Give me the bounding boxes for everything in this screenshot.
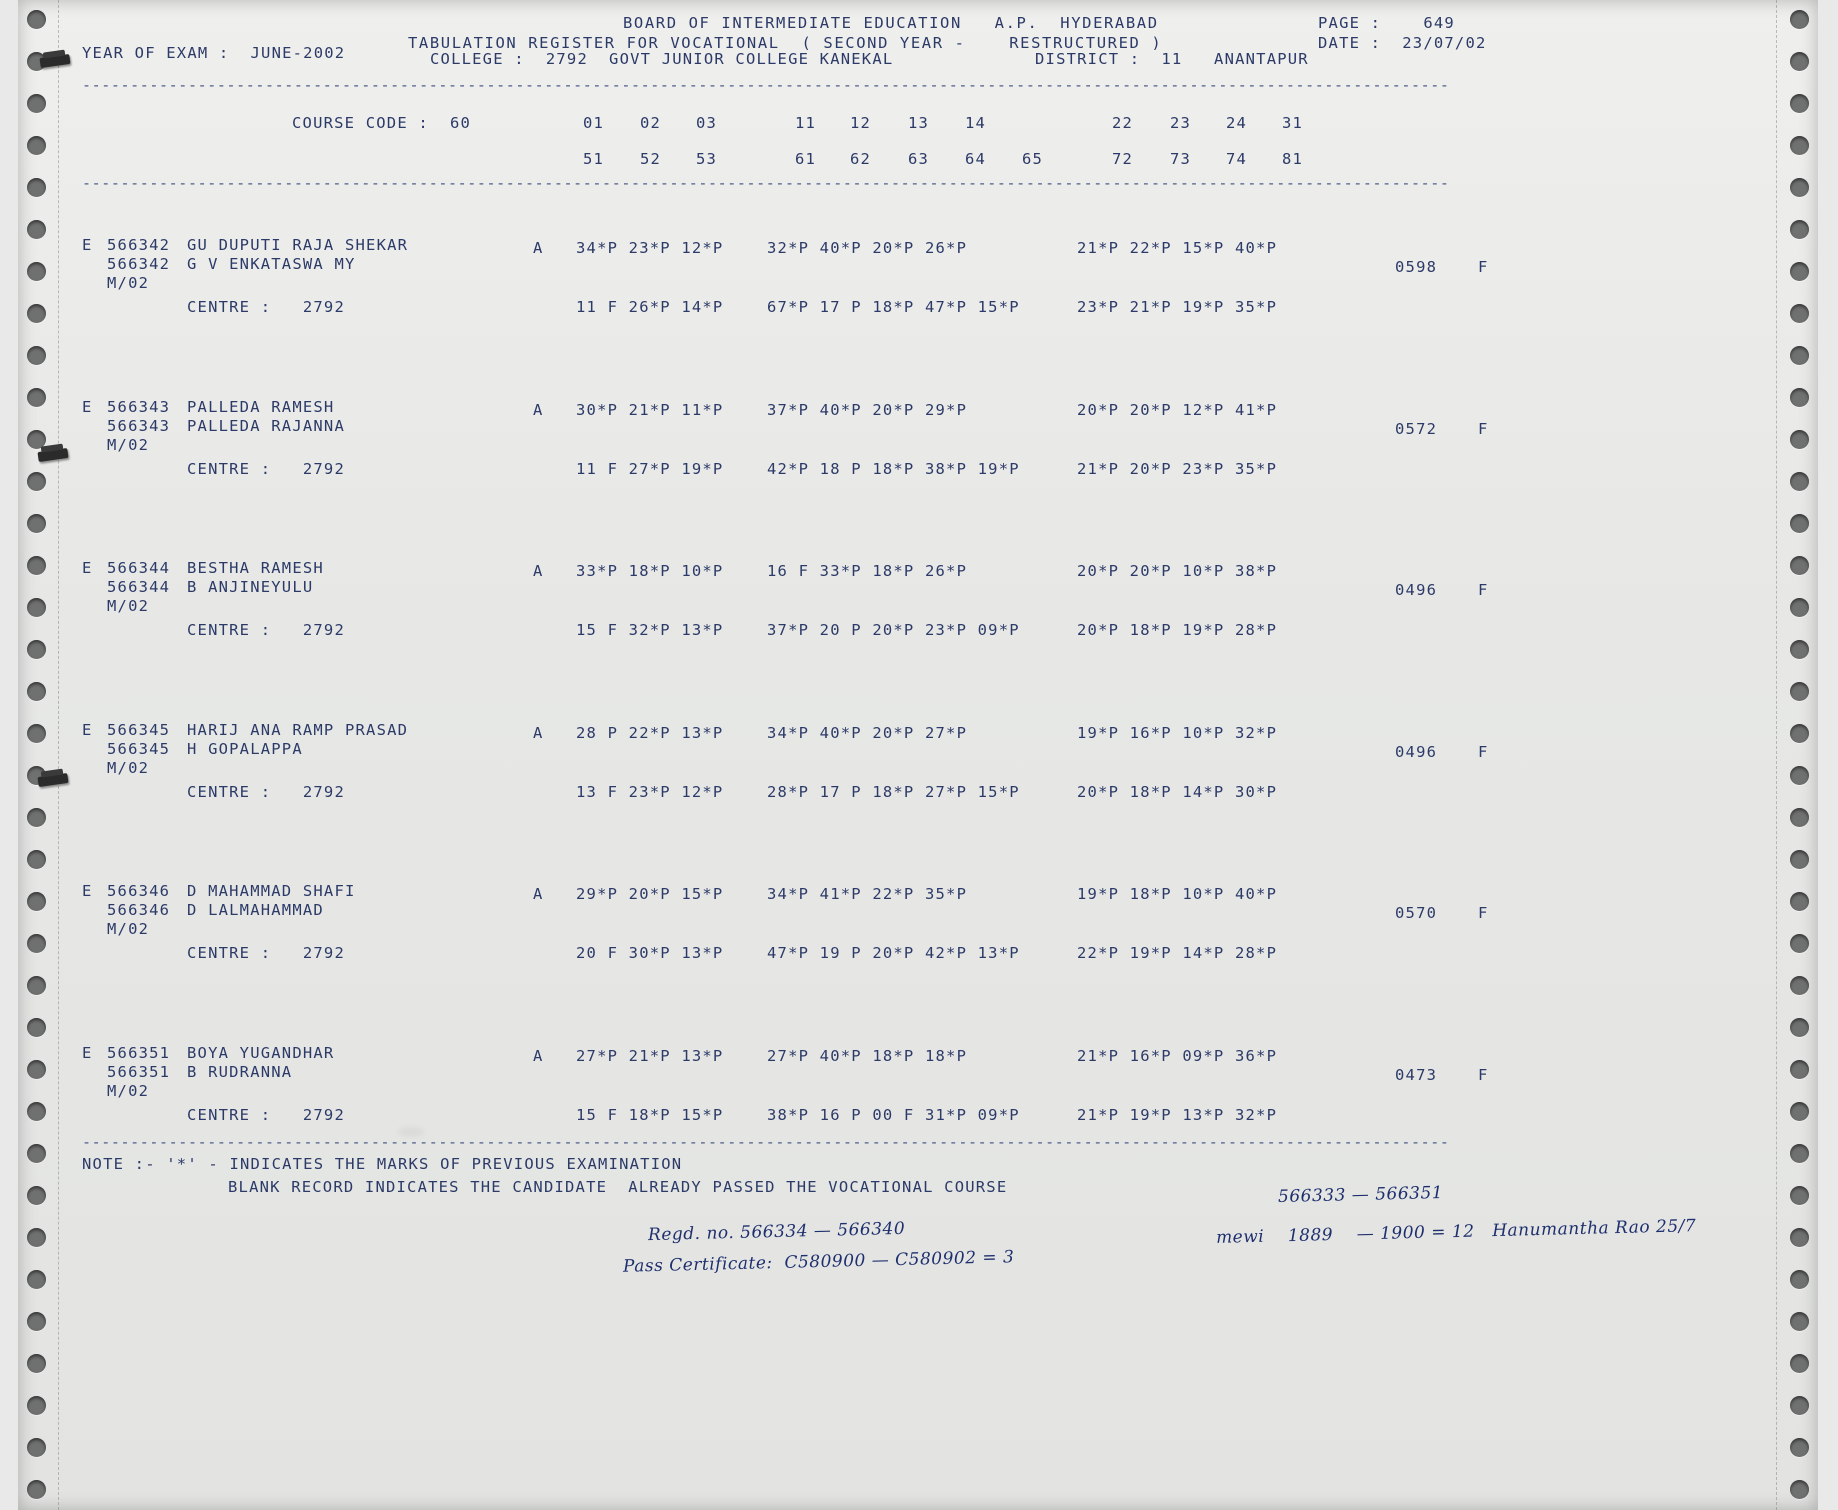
feed-hole	[27, 892, 46, 911]
centre-label: CENTRE : 2792	[187, 298, 345, 316]
subject-code-52: 52	[640, 150, 662, 168]
subject-code-13: 13	[908, 114, 930, 132]
marks-row1-group1: 34*P 23*P 12*P	[576, 239, 724, 257]
feed-hole	[27, 724, 46, 743]
sex-month: M/02	[107, 274, 150, 292]
centre-label: CENTRE : 2792	[187, 944, 345, 962]
feed-hole	[1790, 1270, 1809, 1289]
feed-hole	[27, 1312, 46, 1331]
feed-hole	[27, 808, 46, 827]
subject-code-72: 72	[1112, 150, 1134, 168]
year-of-exam: YEAR OF EXAM : JUNE-2002	[82, 44, 346, 62]
candidate-name: PALLEDA RAMESH	[187, 397, 335, 416]
result-status: F	[1478, 258, 1489, 276]
registration-number-repeat: 566351	[107, 1062, 171, 1081]
feed-hole	[27, 1228, 46, 1247]
registration-number: 566346	[107, 882, 171, 900]
marks-row1-group2: 32*P 40*P 20*P 26*P	[767, 239, 968, 257]
feed-hole	[1790, 1060, 1809, 1079]
feed-hole	[27, 1438, 46, 1457]
subject-code-63: 63	[908, 150, 930, 168]
feed-hole	[1790, 1312, 1809, 1331]
feed-hole	[27, 1270, 46, 1289]
marks-row1-group1: 30*P 21*P 11*P	[576, 400, 724, 419]
feed-hole	[1790, 388, 1809, 407]
candidate-name: D MAHAMMAD SHAFI	[187, 882, 356, 900]
marks-row2-group2: 38*P 16 P 00 F 31*P 09*P	[767, 1105, 1020, 1124]
candidate-name: GU DUPUTI RAJA SHEKAR	[187, 236, 409, 254]
feed-hole	[27, 640, 46, 659]
father-name: H GOPALAPPA	[187, 739, 303, 758]
feed-hole	[1790, 556, 1809, 575]
divider-bottom: ----------------------------------------------------------------------------------------------------------------------------------------------	[82, 1133, 1450, 1151]
marks-row2-group3: 23*P 21*P 19*P 35*P	[1077, 298, 1278, 316]
board-title: BOARD OF INTERMEDIATE EDUCATION A.P. HYDERABAD	[623, 14, 1159, 32]
feed-hole	[1790, 178, 1809, 197]
marks-row2-group1: 13 F 23*P 12*P	[576, 782, 724, 801]
subject-code-53: 53	[696, 150, 718, 168]
divider-course: ----------------------------------------------------------------------------------------------------------------------------------------------	[82, 174, 1450, 192]
feed-hole	[1790, 1102, 1809, 1121]
subject-code-62: 62	[850, 150, 872, 168]
tabulation-register-paper	[18, 0, 1818, 1510]
subject-code-02: 02	[640, 114, 662, 132]
course-code-label: COURSE CODE : 60	[292, 114, 472, 132]
feed-hole	[27, 472, 46, 491]
subject-code-73: 73	[1170, 150, 1192, 168]
marks-row1-group1: 27*P 21*P 13*P	[576, 1046, 724, 1065]
feed-hole	[1790, 10, 1809, 29]
marks-row1-group1: 33*P 18*P 10*P	[576, 562, 724, 580]
subject-code-64: 64	[965, 150, 987, 168]
feed-hole	[27, 976, 46, 995]
marks-row2-group2: 28*P 17 P 18*P 27*P 15*P	[767, 782, 1020, 801]
candidate-name: HARIJ ANA RAMP PRASAD	[187, 720, 409, 739]
handwritten-note: mewi 1889 — 1900 = 12 Hanumantha Rao 25/7	[1215, 1216, 1697, 1248]
feed-hole	[1790, 1144, 1809, 1163]
marks-row1-group3: 20*P 20*P 12*P 41*P	[1077, 400, 1278, 419]
print-date: DATE : 23/07/02	[1318, 34, 1487, 52]
marks-row2-group2: 67*P 17 P 18*P 47*P 15*P	[767, 298, 1020, 316]
sex-month: M/02	[107, 1081, 150, 1100]
result-status: F	[1478, 904, 1489, 922]
record-prefix: E	[82, 397, 93, 416]
father-name: B RUDRANNA	[187, 1062, 293, 1081]
feed-hole	[1790, 52, 1809, 71]
centre-label: CENTRE : 2792	[187, 621, 345, 639]
result-status: F	[1478, 419, 1489, 438]
sex-month: M/02	[107, 435, 150, 454]
feed-hole	[1790, 808, 1809, 827]
registration-number-repeat: 566344	[107, 578, 171, 596]
feed-hole	[1790, 514, 1809, 533]
sex-month: M/02	[107, 920, 150, 938]
handwritten-note: Regd. no. 566334 — 566340	[647, 1218, 906, 1246]
sex-month: M/02	[107, 597, 150, 615]
candidate-name: BESTHA RAMESH	[187, 559, 324, 577]
marks-row2-group1: 15 F 18*P 15*P	[576, 1105, 724, 1124]
feed-hole	[1790, 934, 1809, 953]
feed-hole	[27, 1186, 46, 1205]
handwritten-note: Pass Certificate: C580900 — C580902 = 3	[622, 1247, 1015, 1277]
marks-row2-group3: 20*P 18*P 14*P 30*P	[1077, 782, 1278, 801]
subject-code-31: 31	[1282, 114, 1304, 132]
subject-code-74: 74	[1226, 150, 1248, 168]
father-name: B ANJINEYULU	[187, 578, 314, 596]
feed-hole	[1790, 1186, 1809, 1205]
perforation-line-right	[1776, 0, 1778, 1510]
sex-month: M/02	[107, 758, 150, 777]
record-prefix: E	[82, 1043, 93, 1062]
tractor-feed-holes-left	[18, 0, 56, 1510]
feed-hole	[27, 94, 46, 113]
district-info: DISTRICT : 11 ANANTAPUR	[1035, 50, 1309, 68]
total-marks: 0570	[1395, 904, 1438, 922]
marks-row2-group3: 22*P 19*P 14*P 28*P	[1077, 944, 1278, 962]
marks-row1-group2: 34*P 40*P 20*P 27*P	[767, 723, 968, 742]
marks-row2-group1: 15 F 32*P 13*P	[576, 621, 724, 639]
marks-row1-group3: 19*P 18*P 10*P 40*P	[1077, 885, 1278, 903]
marks-row2-group3: 21*P 20*P 23*P 35*P	[1077, 459, 1278, 478]
feed-hole	[27, 514, 46, 533]
marks-row1-group3: 19*P 16*P 10*P 32*P	[1077, 723, 1278, 742]
medium-grade: A	[533, 562, 544, 580]
subject-code-14: 14	[965, 114, 987, 132]
feed-hole	[27, 1354, 46, 1373]
note-line-1: NOTE :- '*' - INDICATES THE MARKS OF PREVIOUS EXAMINATION	[82, 1155, 683, 1173]
feed-hole	[27, 136, 46, 155]
subject-code-65: 65	[1022, 150, 1044, 168]
college-info: COLLEGE : 2792 GOVT JUNIOR COLLEGE KANEKAL	[430, 50, 894, 68]
father-name: PALLEDA RAJANNA	[187, 416, 345, 435]
marks-row2-group2: 37*P 20 P 20*P 23*P 09*P	[767, 621, 1020, 639]
feed-hole	[27, 556, 46, 575]
total-marks: 0598	[1395, 258, 1438, 276]
subject-code-23: 23	[1170, 114, 1192, 132]
marks-row2-group3: 21*P 19*P 13*P 32*P	[1077, 1105, 1278, 1124]
marks-row2-group2: 47*P 19 P 20*P 42*P 13*P	[767, 944, 1020, 962]
marks-row1-group2: 27*P 40*P 18*P 18*P	[767, 1046, 968, 1065]
feed-hole	[27, 1018, 46, 1037]
feed-hole	[27, 598, 46, 617]
feed-hole	[1790, 640, 1809, 659]
register-content	[60, 0, 1776, 1510]
subject-code-03: 03	[696, 114, 718, 132]
feed-hole	[27, 850, 46, 869]
marks-row1-group3: 20*P 20*P 10*P 38*P	[1077, 562, 1278, 580]
feed-hole	[27, 346, 46, 365]
feed-hole	[1790, 1018, 1809, 1037]
feed-hole	[1790, 1396, 1809, 1415]
feed-hole	[1790, 850, 1809, 869]
result-status: F	[1478, 1065, 1489, 1084]
feed-hole	[1790, 430, 1809, 449]
result-status: F	[1478, 581, 1489, 599]
subject-code-24: 24	[1226, 114, 1248, 132]
feed-hole	[27, 1480, 46, 1499]
subject-code-12: 12	[850, 114, 872, 132]
note-line-2: BLANK RECORD INDICATES THE CANDIDATE ALREADY PASSED THE VOCATIONAL COURSE	[228, 1178, 1008, 1196]
candidate-name: BOYA YUGANDHAR	[187, 1043, 335, 1062]
feed-hole	[1790, 766, 1809, 785]
feed-hole	[27, 262, 46, 281]
registration-number-repeat: 566345	[107, 739, 171, 758]
registration-number: 566345	[107, 720, 171, 739]
feed-hole	[27, 388, 46, 407]
feed-hole	[1790, 94, 1809, 113]
feed-hole	[27, 220, 46, 239]
registration-number: 566344	[107, 559, 171, 577]
marks-row1-group2: 34*P 41*P 22*P 35*P	[767, 885, 968, 903]
record-prefix: E	[82, 720, 93, 739]
medium-grade: A	[533, 239, 544, 257]
marks-row1-group1: 29*P 20*P 15*P	[576, 885, 724, 903]
subject-code-01: 01	[583, 114, 605, 132]
tractor-feed-holes-right	[1780, 0, 1818, 1510]
marks-row1-group1: 28 P 22*P 13*P	[576, 723, 724, 742]
feed-hole	[27, 1060, 46, 1079]
registration-number: 566343	[107, 397, 171, 416]
feed-hole	[27, 934, 46, 953]
marks-row2-group1: 20 F 30*P 13*P	[576, 944, 724, 962]
subject-code-81: 81	[1282, 150, 1304, 168]
total-marks: 0473	[1395, 1065, 1438, 1084]
feed-hole	[1790, 136, 1809, 155]
subject-code-22: 22	[1112, 114, 1134, 132]
marks-row2-group2: 42*P 18 P 18*P 38*P 19*P	[767, 459, 1020, 478]
centre-label: CENTRE : 2792	[187, 782, 345, 801]
marks-row2-group1: 11 F 27*P 19*P	[576, 459, 724, 478]
feed-hole	[1790, 976, 1809, 995]
page-number: PAGE : 649	[1318, 14, 1455, 32]
feed-hole	[1790, 346, 1809, 365]
feed-hole	[1790, 724, 1809, 743]
medium-grade: A	[533, 400, 544, 419]
registration-number-repeat: 566343	[107, 416, 171, 435]
father-name: D LALMAHAMMAD	[187, 901, 324, 919]
registration-number: 566351	[107, 1043, 171, 1062]
feed-hole	[1790, 1354, 1809, 1373]
feed-hole	[1790, 304, 1809, 323]
feed-hole	[27, 178, 46, 197]
marks-row1-group3: 21*P 22*P 15*P 40*P	[1077, 239, 1278, 257]
medium-grade: A	[533, 885, 544, 903]
registration-number-repeat: 566346	[107, 901, 171, 919]
total-marks: 0496	[1395, 742, 1438, 761]
divider-top: ----------------------------------------------------------------------------------------------------------------------------------------------	[82, 76, 1450, 94]
marks-row2-group1: 11 F 26*P 14*P	[576, 298, 724, 316]
feed-hole	[27, 304, 46, 323]
handwritten-note: 566333 — 566351	[1277, 1182, 1444, 1208]
feed-hole	[27, 1144, 46, 1163]
centre-label: CENTRE : 2792	[187, 1105, 345, 1124]
feed-hole	[1790, 1480, 1809, 1499]
feed-hole	[27, 1396, 46, 1415]
feed-hole	[1790, 262, 1809, 281]
feed-hole	[27, 1102, 46, 1121]
father-name: G V ENKATASWA MY	[187, 255, 356, 273]
feed-hole	[1790, 220, 1809, 239]
feed-hole	[27, 10, 46, 29]
feed-hole	[1790, 682, 1809, 701]
feed-hole	[1790, 598, 1809, 617]
feed-hole	[1790, 892, 1809, 911]
marks-row1-group2: 37*P 40*P 20*P 29*P	[767, 400, 968, 419]
result-status: F	[1478, 742, 1489, 761]
total-marks: 0496	[1395, 581, 1438, 599]
record-prefix: E	[82, 559, 93, 577]
subject-code-51: 51	[583, 150, 605, 168]
feed-hole	[1790, 1228, 1809, 1247]
register-subtitle: TABULATION REGISTER FOR VOCATIONAL ( SECOND YEAR - RESTRUCTURED )	[408, 34, 1163, 52]
registration-number: 566342	[107, 236, 171, 254]
record-prefix: E	[82, 882, 93, 900]
subject-code-11: 11	[795, 114, 817, 132]
marks-row1-group2: 16 F 33*P 18*P 26*P	[767, 562, 968, 580]
record-prefix: E	[82, 236, 93, 254]
feed-hole	[1790, 472, 1809, 491]
total-marks: 0572	[1395, 419, 1438, 438]
marks-row1-group3: 21*P 16*P 09*P 36*P	[1077, 1046, 1278, 1065]
registration-number-repeat: 566342	[107, 255, 171, 273]
feed-hole	[1790, 1438, 1809, 1457]
feed-hole	[27, 682, 46, 701]
subject-code-61: 61	[795, 150, 817, 168]
medium-grade: A	[533, 1046, 544, 1065]
marks-row2-group3: 20*P 18*P 19*P 28*P	[1077, 621, 1278, 639]
centre-label: CENTRE : 2792	[187, 459, 345, 478]
medium-grade: A	[533, 723, 544, 742]
